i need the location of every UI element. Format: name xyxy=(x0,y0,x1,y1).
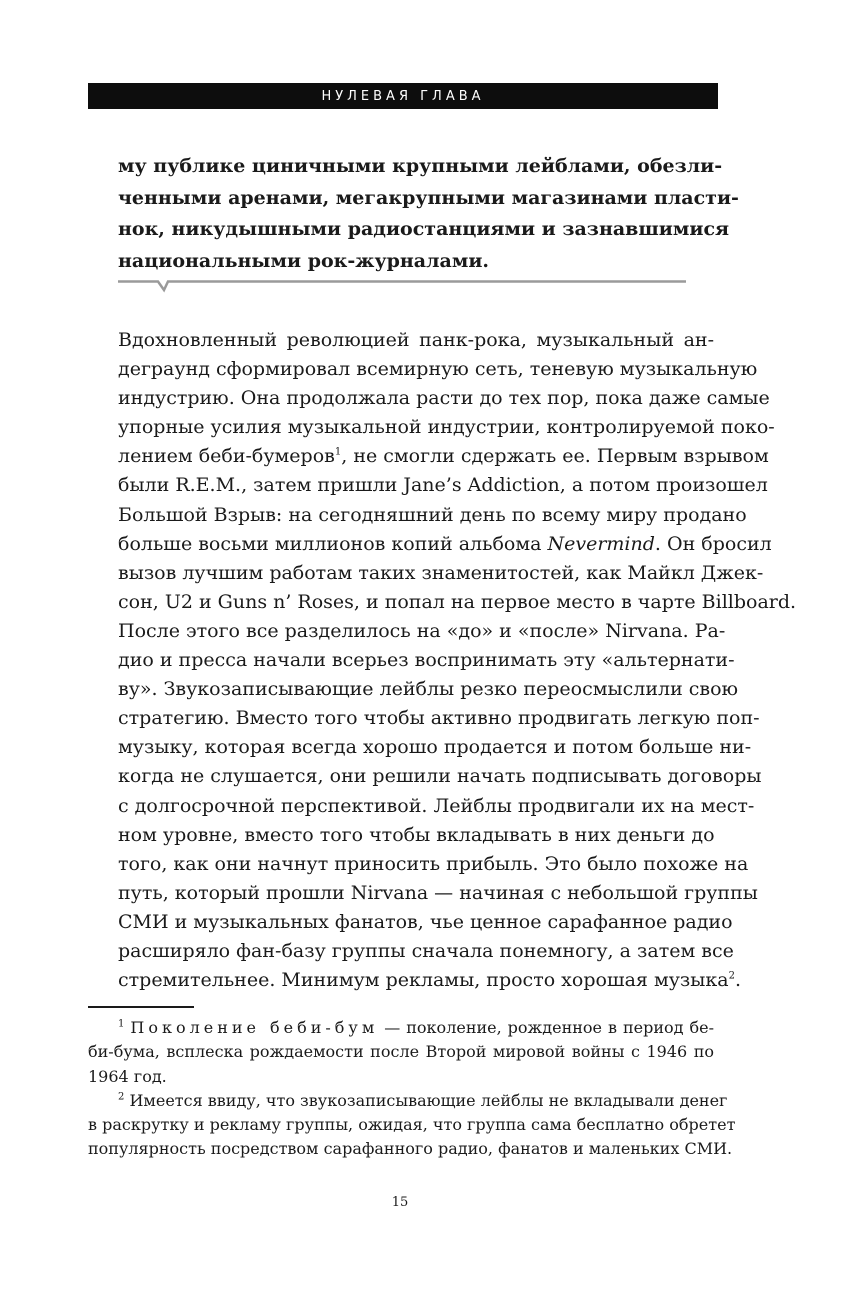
text-fragment: Имеется ввиду, что звукозаписывающие лейблы не вкладывали денег xyxy=(124,1090,728,1110)
pull-quote xyxy=(118,151,739,277)
text-line: Большой Взрыв: на сегодняшний день по всему миру продано xyxy=(118,503,747,526)
text-line: упорные усилия музыкальной индустрии, контролируемой поко- xyxy=(118,416,775,439)
text-fragment: . xyxy=(734,969,742,992)
text-line: После этого все разделилось на «до» и «после» Nirvana. Ра- xyxy=(118,619,726,642)
text-line: индустрию. Она продолжала расти до тех пор, пока даже самые xyxy=(118,387,770,410)
text-line: были R.E.M., затем пришли Jane’s Addiction, а потом произошел xyxy=(118,474,768,497)
speech-bubble-divider xyxy=(118,280,686,294)
quote-line: нок, никудышными радиостанциями и зазнавшимися xyxy=(118,218,730,240)
footnote-separator xyxy=(88,1006,194,1008)
footnote-marker: 2 xyxy=(118,1091,125,1103)
text-line: с долгосрочной перспективой. Лейблы продвигали их на мест- xyxy=(118,794,755,817)
text-line: путь, который прошли Nirvana — начиная с небольшой группы xyxy=(118,881,758,904)
text-line: когда не слушается, они решили начать подписывать договоры xyxy=(118,765,762,788)
footnote-line: би-бума, всплеска рождаемости после Второй мировой войны с 1946 по xyxy=(88,1042,714,1062)
text-line: дио и пресса начали всерьез воспринимать эту «альтернати- xyxy=(118,649,735,672)
text-line: стратегию. Вместо того чтобы активно продвигать легкую поп- xyxy=(118,707,760,730)
footnote-line: 1964 год. xyxy=(88,1066,167,1086)
footnote-marker: 1 xyxy=(118,1018,125,1030)
footnote-line xyxy=(88,1089,728,1113)
footnote-ref-1[interactable]: 1 xyxy=(334,447,342,459)
chapter-title: НУЛЕВАЯ ГЛАВА xyxy=(321,88,485,104)
paragraph-1 xyxy=(118,326,797,617)
text-line: музыку, которая всегда хорошо продается и потом больше ни- xyxy=(118,736,752,759)
text-fragment: стремительнее. Минимум рекламы, просто хорошая музыка xyxy=(118,969,729,992)
chapter-header-bar xyxy=(88,83,718,109)
page-number: 15 xyxy=(391,1195,409,1210)
text-line xyxy=(118,530,772,559)
footnote-term: Поколение беби-бум xyxy=(130,1018,379,1037)
text-line: СМИ и музыкальных фанатов, чье ценное сарафанное радио xyxy=(118,910,733,933)
text-fragment: , не смогли сдержать ее. Первым взрывом xyxy=(341,445,769,468)
footnote-2 xyxy=(88,1089,736,1162)
text-fragment: больше восьми миллионов копий альбома xyxy=(118,532,548,555)
text-line: ву». Звукозаписывающие лейблы резко переосмыслили свою xyxy=(118,678,739,701)
text-line xyxy=(118,442,769,471)
text-fragment: — поколение, рожденное в период бе- xyxy=(378,1018,715,1037)
footnote-line: в раскрутку и рекламу группы, ожидая, что группа сама бесплатно обретет xyxy=(88,1115,736,1135)
footnote-ref-2[interactable]: 2 xyxy=(728,970,735,982)
text-line: того, как они начнут приносить прибыль. Это было похоже на xyxy=(118,852,749,875)
footnotes xyxy=(88,1016,736,1162)
quote-line: национальными рок-журналами. xyxy=(118,249,490,272)
quote-line: ченными аренами, мегакрупными магазинами пласти- xyxy=(118,186,739,209)
text-fragment: . Он бросил xyxy=(654,532,772,555)
footnote-line xyxy=(88,1016,714,1040)
text-line: ном уровне, вместо того чтобы вкладывать в них деньги до xyxy=(118,823,715,846)
quote-line: му публике циничными крупными лейблами, обезли- xyxy=(118,155,723,177)
text-line: деграунд сформировал всемирную сеть, теневую музыкальную xyxy=(118,358,758,381)
text-line xyxy=(118,966,742,995)
text-fragment: лением беби-бумеров xyxy=(118,445,335,468)
paragraph-2 xyxy=(118,617,762,995)
footnote-1 xyxy=(88,1016,714,1089)
text-line: вызов лучшим работам таких знаменитостей, как Майкл Джек- xyxy=(118,561,764,584)
text-line: Вдохновленный революцией панк-рока, музыкальный ан- xyxy=(118,329,714,351)
text-line: сон, U2 и Guns n’ Roses, и попал на первое место в чарте Billboard. xyxy=(118,590,797,613)
footnote-line: популярность посредством сарафанного радио, фанатов и маленьких СМИ. xyxy=(88,1139,733,1159)
main-text xyxy=(118,326,797,995)
text-line: расширяло фан-базу группы сначала понемногу, а затем все xyxy=(118,939,734,962)
album-title: Nevermind xyxy=(547,532,655,555)
